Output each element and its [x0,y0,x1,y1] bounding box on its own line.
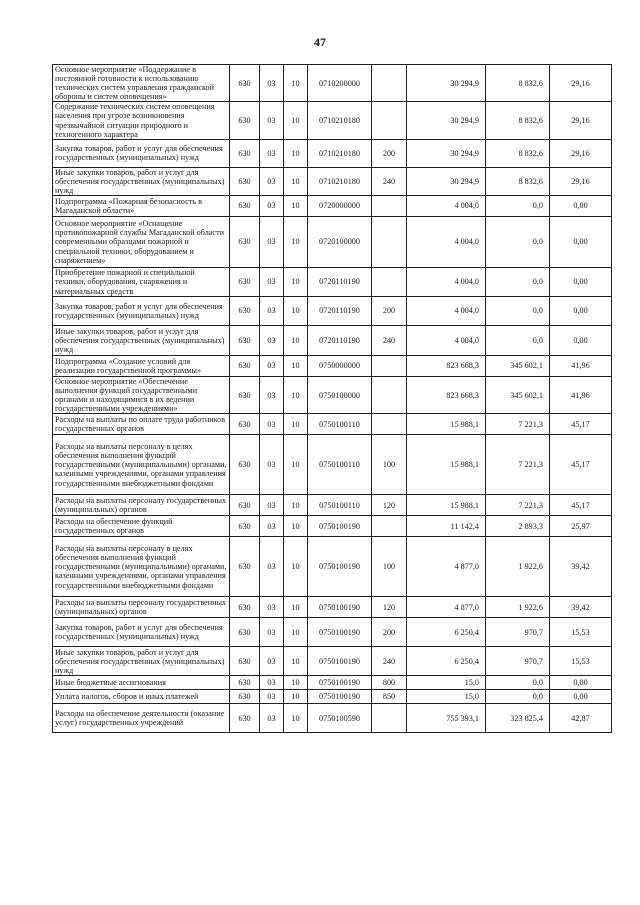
cell-grbs: 630 [230,647,260,676]
cell-section: 03 [260,516,284,537]
cell-subsection: 10 [284,495,308,516]
cell-target-article: 0710210180 [308,167,372,195]
cell-subsection: 10 [284,217,308,268]
cell-execution-percent: 29,16 [550,102,612,139]
cell-target-article: 0750100590 [308,704,372,733]
cell-planned-amount: 755 393,1 [407,704,486,733]
cell-target-article: 0720110190 [308,326,372,356]
cell-execution-percent: 42,87 [550,704,612,733]
cell-section: 03 [260,618,284,647]
cell-expense-type: 800 [372,676,407,690]
cell-execution-percent: 15,53 [550,618,612,647]
table-row [53,647,612,676]
cell-planned-amount: 4 877,0 [407,537,486,597]
cell-actual-amount: 970,7 [486,647,550,676]
cell-planned-amount: 4 004,0 [407,196,486,217]
table-row [53,356,612,377]
cell-section: 03 [260,414,284,435]
cell-execution-percent: 25,97 [550,516,612,537]
cell-name: Подпрограмма «Создание условий для реализации государственной программы» [53,356,230,377]
cell-grbs: 630 [230,196,260,217]
cell-target-article: 0750100190 [308,690,372,704]
cell-grbs: 630 [230,537,260,597]
cell-subsection: 10 [284,268,308,297]
cell-name: Иные закупки товаров, работ и услуг для обеспечения государственных (муниципальных) нужд [53,326,230,356]
cell-grbs: 630 [230,435,260,495]
cell-actual-amount: 0,0 [486,196,550,217]
cell-planned-amount: 15 988,1 [407,414,486,435]
table-row [53,704,612,733]
cell-execution-percent: 15,53 [550,647,612,676]
cell-execution-percent: 41,96 [550,377,612,414]
table-row [53,102,612,139]
cell-target-article: 0750100190 [308,647,372,676]
table-row [53,196,612,217]
cell-planned-amount: 823 668,3 [407,356,486,377]
cell-subsection: 10 [284,690,308,704]
budget-table [52,64,612,733]
cell-execution-percent: 29,16 [550,65,612,102]
cell-expense-type [372,704,407,733]
cell-section: 03 [260,377,284,414]
cell-name: Содержание технических систем оповещения населения при угрозе возникновения чрезвычайной ситуации природного и техногенного характера [53,102,230,139]
cell-grbs: 630 [230,676,260,690]
table-row [53,167,612,195]
cell-execution-percent: 0,00 [550,196,612,217]
cell-section: 03 [260,537,284,597]
cell-planned-amount: 15,0 [407,676,486,690]
cell-planned-amount: 30 294,9 [407,65,486,102]
cell-expense-type [372,356,407,377]
cell-grbs: 630 [230,704,260,733]
cell-actual-amount: 7 221,3 [486,435,550,495]
cell-planned-amount: 30 294,9 [407,167,486,195]
table-row [53,326,612,356]
cell-name: Уплата налогов, сборов и иных платежей [53,690,230,704]
cell-target-article: 0750100110 [308,414,372,435]
cell-planned-amount: 4 004,0 [407,268,486,297]
cell-section: 03 [260,167,284,195]
cell-planned-amount: 15,0 [407,690,486,704]
cell-target-article: 0750100190 [308,537,372,597]
cell-actual-amount: 0,0 [486,297,550,326]
cell-planned-amount: 11 142,4 [407,516,486,537]
table-row [53,690,612,704]
cell-expense-type: 200 [372,618,407,647]
table-row [53,268,612,297]
cell-name: Расходы на выплаты по оплате труда работников государственных органов [53,414,230,435]
cell-subsection: 10 [284,102,308,139]
cell-grbs: 630 [230,139,260,167]
cell-name: Подпрограмма «Пожарная безопасность в Магаданской области» [53,196,230,217]
cell-expense-type [372,414,407,435]
table-row [53,516,612,537]
cell-planned-amount: 6 250,4 [407,618,486,647]
cell-section: 03 [260,268,284,297]
cell-expense-type [372,65,407,102]
cell-section: 03 [260,326,284,356]
cell-subsection: 10 [284,647,308,676]
cell-execution-percent: 45,17 [550,414,612,435]
table-row [53,297,612,326]
cell-expense-type [372,102,407,139]
table-row [53,676,612,690]
cell-execution-percent: 0,00 [550,326,612,356]
cell-execution-percent: 45,17 [550,495,612,516]
table-row [53,618,612,647]
cell-target-article: 0750100110 [308,435,372,495]
cell-expense-type: 100 [372,435,407,495]
cell-section: 03 [260,139,284,167]
cell-name: Иные бюджетные ассигнования [53,676,230,690]
cell-execution-percent: 41,96 [550,356,612,377]
cell-actual-amount: 1 922,6 [486,597,550,618]
cell-grbs: 630 [230,690,260,704]
cell-subsection: 10 [284,676,308,690]
cell-execution-percent: 0,00 [550,690,612,704]
cell-target-article: 0710210180 [308,102,372,139]
cell-target-article: 0720110190 [308,268,372,297]
cell-grbs: 630 [230,597,260,618]
table-row [53,537,612,597]
cell-subsection: 10 [284,139,308,167]
cell-actual-amount: 0,0 [486,268,550,297]
cell-section: 03 [260,690,284,704]
cell-section: 03 [260,704,284,733]
table-row [53,597,612,618]
cell-actual-amount: 8 832,6 [486,65,550,102]
cell-grbs: 630 [230,217,260,268]
cell-name: Расходы на выплаты персоналу государственных (муниципальных) органов [53,495,230,516]
cell-subsection: 10 [284,167,308,195]
cell-actual-amount: 323 825,4 [486,704,550,733]
cell-target-article: 0720100000 [308,217,372,268]
cell-subsection: 10 [284,65,308,102]
cell-planned-amount: 30 294,9 [407,139,486,167]
table-row [53,414,612,435]
table-row [53,377,612,414]
cell-name: Закупка товаров, работ и услуг для обеспечения государственных (муниципальных) нужд [53,618,230,647]
cell-expense-type: 100 [372,537,407,597]
cell-target-article: 0720110190 [308,297,372,326]
cell-grbs: 630 [230,297,260,326]
cell-name: Иные закупки товаров, работ и услуг для обеспечения государственных (муниципальных) нужд [53,167,230,195]
cell-name: Закупка товаров, работ и услуг для обеспечения государственных (муниципальных) нужд [53,297,230,326]
cell-subsection: 10 [284,435,308,495]
cell-expense-type [372,268,407,297]
cell-actual-amount: 8 832,6 [486,167,550,195]
cell-expense-type: 120 [372,597,407,618]
cell-subsection: 10 [284,377,308,414]
cell-target-article: 0750000000 [308,356,372,377]
cell-subsection: 10 [284,297,308,326]
cell-section: 03 [260,495,284,516]
cell-planned-amount: 15 988,1 [407,435,486,495]
cell-subsection: 10 [284,537,308,597]
cell-execution-percent: 0,00 [550,217,612,268]
cell-expense-type [372,196,407,217]
cell-expense-type: 240 [372,647,407,676]
cell-subsection: 10 [284,356,308,377]
cell-name: Основное мероприятие «Поддержание в постоянной готовности к использованию технических систем управления гражданской обороны и систем оповещения» [53,65,230,102]
cell-planned-amount: 30 294,9 [407,102,486,139]
cell-name: Приобретение пожарной и специальной техники, оборудования, снаряжения и материальных средств [53,268,230,297]
cell-planned-amount: 6 250,4 [407,647,486,676]
cell-planned-amount: 4 004,0 [407,326,486,356]
cell-target-article: 0750100000 [308,377,372,414]
table-row [53,495,612,516]
cell-name: Основное мероприятие «Обеспечение выполнения функций государственными органами и находящимися в их ведении государственными учреждениями» [53,377,230,414]
cell-section: 03 [260,65,284,102]
table-row [53,217,612,268]
cell-subsection: 10 [284,597,308,618]
cell-execution-percent: 0,00 [550,268,612,297]
cell-actual-amount: 0,0 [486,690,550,704]
table-row [53,435,612,495]
cell-grbs: 630 [230,167,260,195]
table-row [53,139,612,167]
cell-planned-amount: 15 988,1 [407,495,486,516]
cell-execution-percent: 39,42 [550,537,612,597]
cell-grbs: 630 [230,102,260,139]
cell-target-article: 0750100190 [308,676,372,690]
cell-grbs: 630 [230,268,260,297]
table-row [53,65,612,102]
cell-section: 03 [260,647,284,676]
cell-actual-amount: 0,0 [486,676,550,690]
cell-grbs: 630 [230,65,260,102]
cell-target-article: 0750100110 [308,495,372,516]
cell-target-article: 0750100190 [308,516,372,537]
cell-expense-type: 240 [372,167,407,195]
cell-actual-amount: 1 922,6 [486,537,550,597]
cell-actual-amount: 0,0 [486,217,550,268]
cell-section: 03 [260,676,284,690]
cell-name: Основное мероприятие «Оснащение противопожарной службы Магаданской области современными образцами пожарной и специальной техники, оборудованием и снаряжением» [53,217,230,268]
cell-actual-amount: 7 221,3 [486,495,550,516]
cell-name: Расходы на обеспечение функций государственных органов [53,516,230,537]
cell-expense-type [372,377,407,414]
cell-section: 03 [260,196,284,217]
cell-actual-amount: 8 832,6 [486,102,550,139]
cell-planned-amount: 4 877,0 [407,597,486,618]
cell-subsection: 10 [284,516,308,537]
cell-subsection: 10 [284,618,308,647]
cell-name: Расходы на обеспечение деятельности (оказание услуг) государственных учреждений [53,704,230,733]
cell-execution-percent: 0,00 [550,676,612,690]
cell-expense-type [372,516,407,537]
cell-subsection: 10 [284,704,308,733]
cell-subsection: 10 [284,414,308,435]
cell-actual-amount: 345 602,1 [486,356,550,377]
cell-name: Закупка товаров, работ и услуг для обеспечения государственных (муниципальных) нужд [53,139,230,167]
cell-grbs: 630 [230,495,260,516]
cell-execution-percent: 39,42 [550,597,612,618]
cell-target-article: 0750100190 [308,618,372,647]
cell-grbs: 630 [230,326,260,356]
cell-actual-amount: 970,7 [486,618,550,647]
cell-expense-type: 200 [372,297,407,326]
cell-actual-amount: 7 221,3 [486,414,550,435]
cell-section: 03 [260,297,284,326]
cell-section: 03 [260,597,284,618]
cell-grbs: 630 [230,516,260,537]
cell-execution-percent: 29,16 [550,139,612,167]
cell-grbs: 630 [230,356,260,377]
cell-name: Расходы на выплаты персоналу в целях обеспечения выполнения функций государственными (муниципальными) органами, казенными учреждениями, органами управления государственными внебюджетными фондами [53,537,230,597]
cell-expense-type: 200 [372,139,407,167]
cell-actual-amount: 345 602,1 [486,377,550,414]
cell-planned-amount: 4 004,0 [407,297,486,326]
budget-table-body [53,65,612,733]
cell-execution-percent: 29,16 [550,167,612,195]
cell-expense-type [372,217,407,268]
cell-name: Расходы на выплаты персоналу государственных (муниципальных) органов [53,597,230,618]
cell-target-article: 0750100190 [308,597,372,618]
cell-execution-percent: 45,17 [550,435,612,495]
cell-grbs: 630 [230,414,260,435]
cell-execution-percent: 0,00 [550,297,612,326]
cell-expense-type: 120 [372,495,407,516]
cell-target-article: 0710210180 [308,139,372,167]
page-number: 47 [314,35,326,49]
cell-actual-amount: 0,0 [486,326,550,356]
cell-expense-type: 240 [372,326,407,356]
cell-name: Расходы на выплаты персоналу в целях обеспечения выполнения функций государственными (муниципальными) органами, казенными учреждениями, органами управления государственными внебюджетными фондами [53,435,230,495]
cell-subsection: 10 [284,326,308,356]
cell-section: 03 [260,102,284,139]
cell-actual-amount: 8 832,6 [486,139,550,167]
cell-subsection: 10 [284,196,308,217]
cell-actual-amount: 2 893,3 [486,516,550,537]
cell-section: 03 [260,356,284,377]
cell-target-article: 0710200000 [308,65,372,102]
cell-grbs: 630 [230,377,260,414]
cell-target-article: 0720000000 [308,196,372,217]
cell-section: 03 [260,435,284,495]
cell-expense-type: 850 [372,690,407,704]
cell-planned-amount: 823 668,3 [407,377,486,414]
cell-planned-amount: 4 004,0 [407,217,486,268]
cell-grbs: 630 [230,618,260,647]
cell-section: 03 [260,217,284,268]
cell-name: Иные закупки товаров, работ и услуг для обеспечения государственных (муниципальных) нужд [53,647,230,676]
